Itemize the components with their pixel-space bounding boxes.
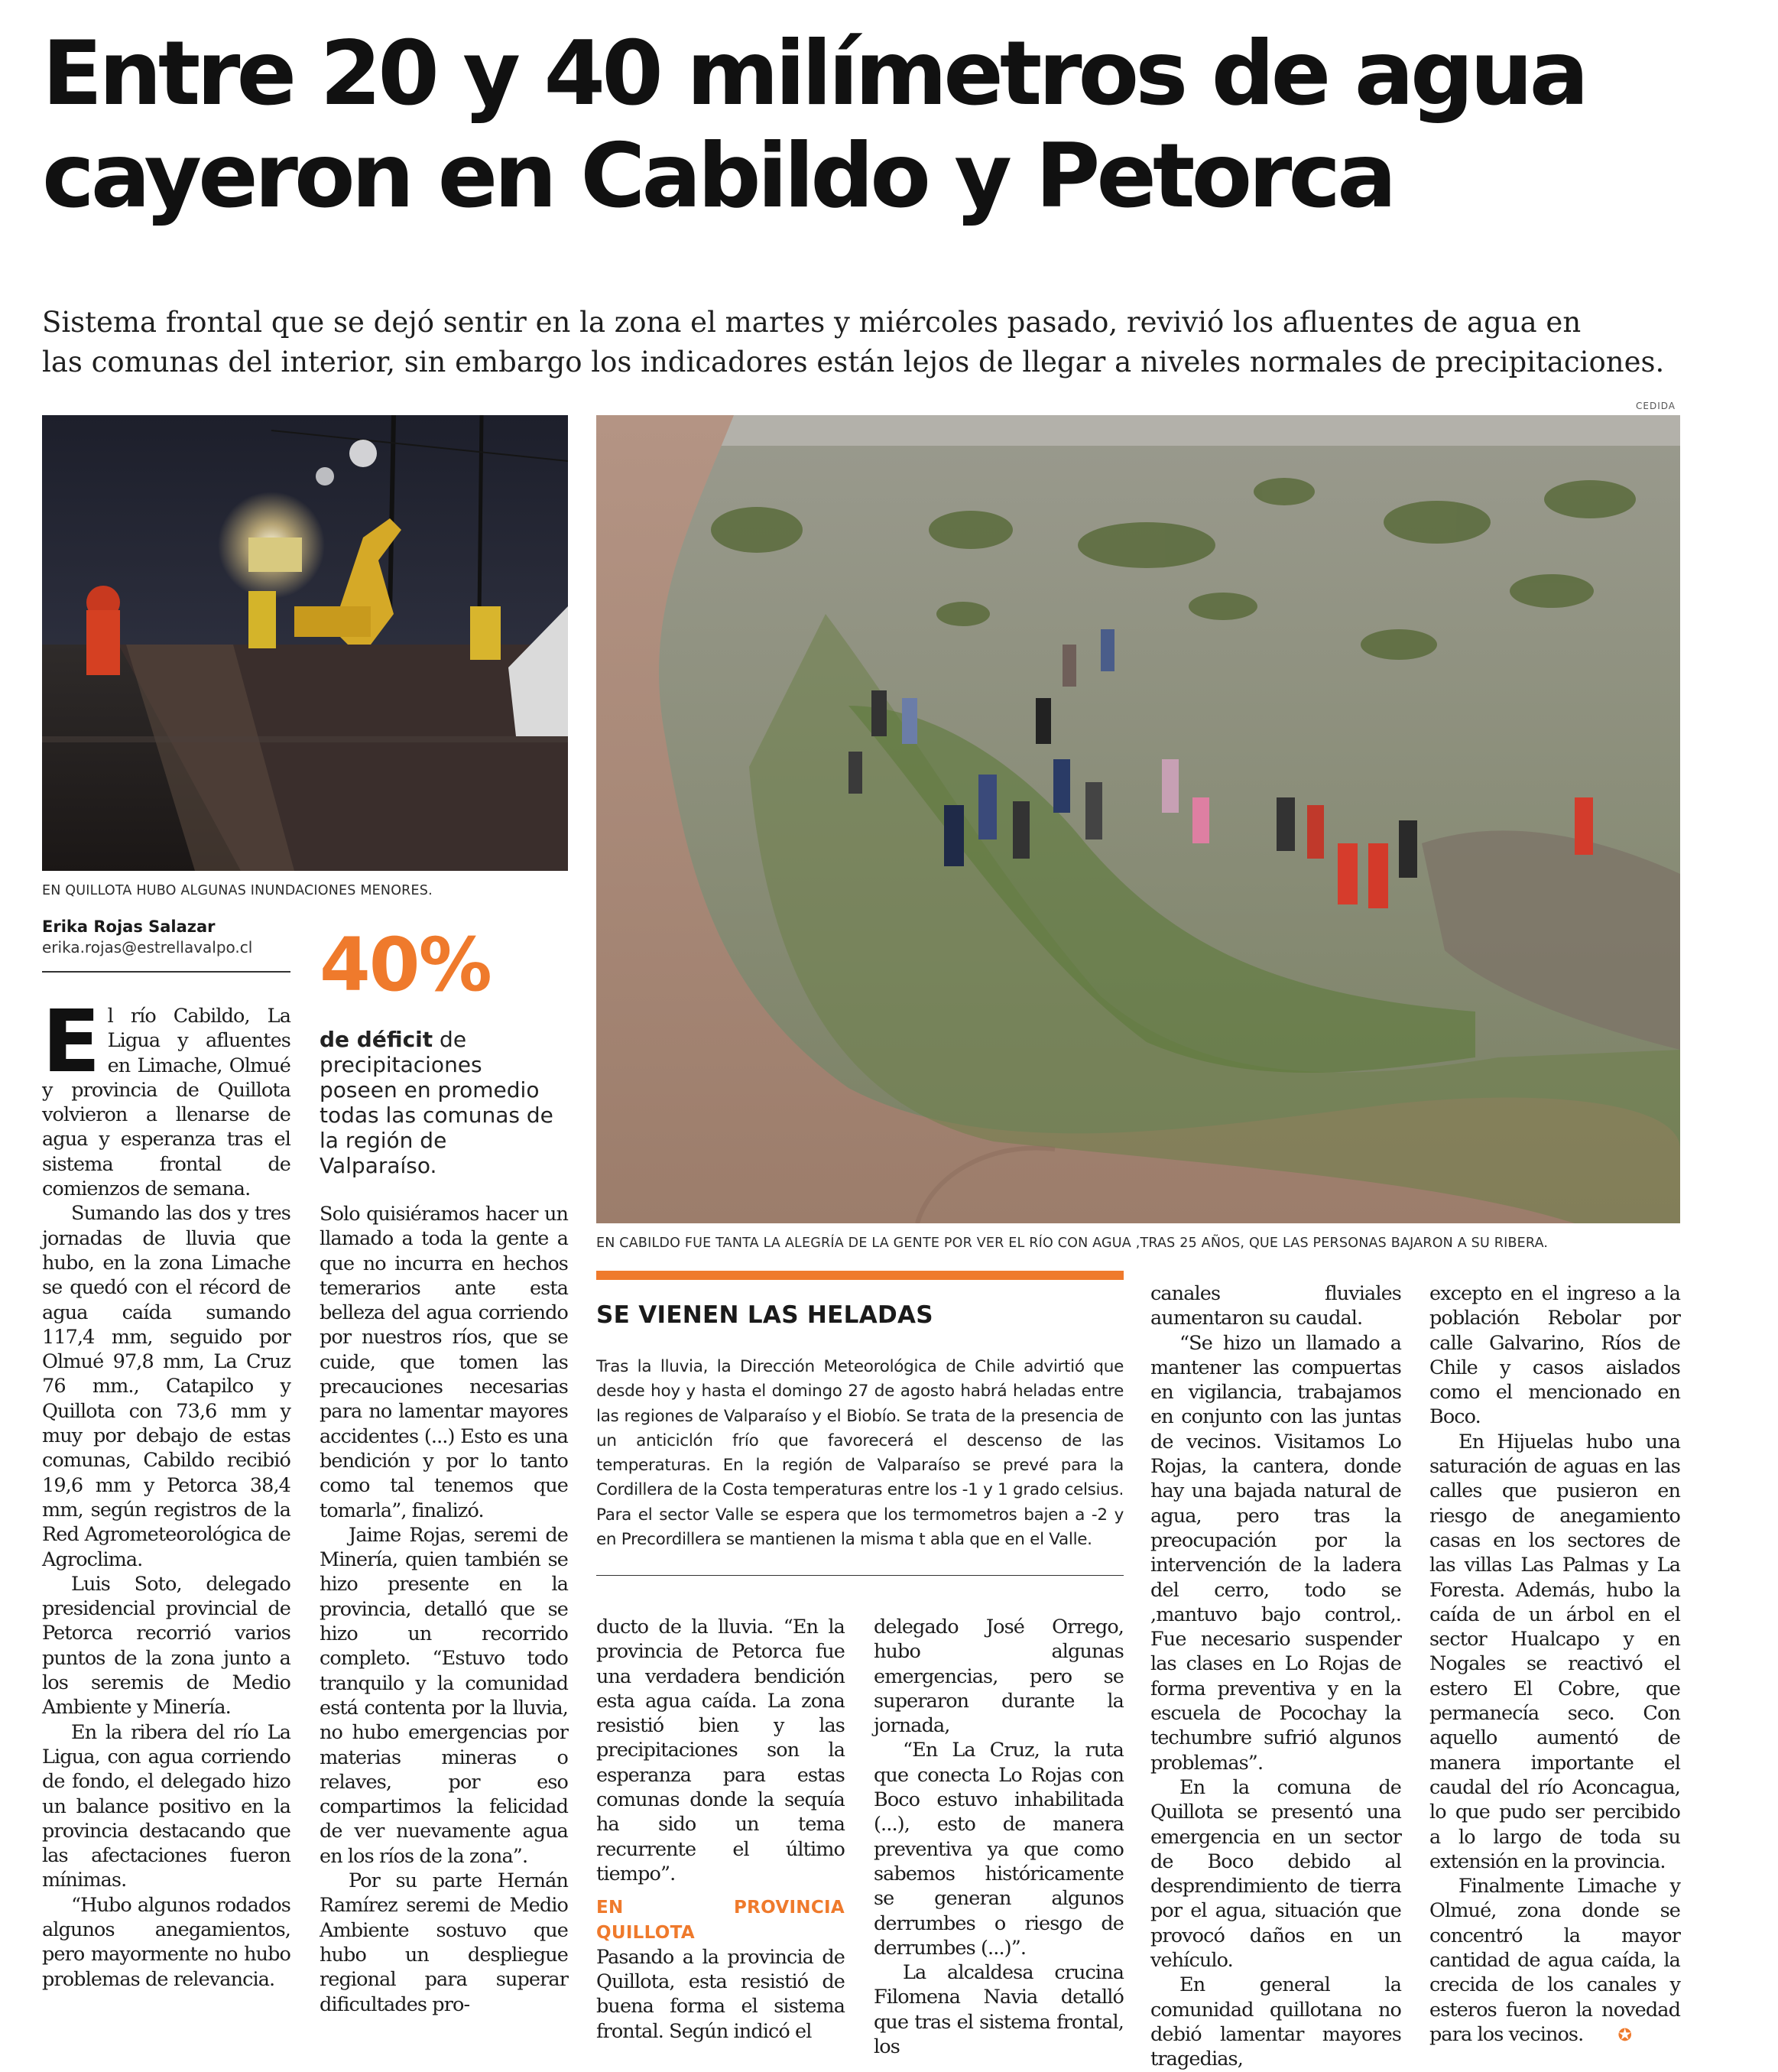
col4-p2: “En La Cruz, la ruta que conecta Lo Rojas con Boco estuvo inhabilitada (...), esto de manera preventiva ya que como sabemos históricamente se generan algunos derrumbes o riesgo de derrumbes (...)”. [874,1739,1124,1960]
col6-p1: excepto en el ingreso a la población Rebolar por calle Galvarino, Ríos de Chile y casos aislados como el mencionado en Boco. [1429,1282,1680,1429]
stat-text [320,1027,558,1178]
headline-line-2: cayeron en Cabildo y Petorca [42,125,1394,228]
col3-p1: ducto de la lluvia. “En la provincia de Petorca fue una verdadera bendición esta agua caída. La zona resistió bien y las precipitaciones son la esperanza para estas comunas donde la sequía ha sido un tema recurrente el último tiempo”. [596,1616,845,1885]
col1-p5: “Hubo algunos rodados algunos anegamientos, pero mayormente no hubo problemas de relevancia. [42,1893,290,1991]
body-column-6 [1429,1281,1680,2048]
photo-cabildo-river [596,415,1680,1223]
box-bottom-rule [596,1575,1124,1576]
col2-p3: Por su parte Hernán Ramírez seremi de Medio Ambiente sostuvo que hubo un despliegue regional para superar dificultades pro- [320,1869,568,2016]
box-accent-bar [596,1271,1124,1280]
col5-p4: En general la comunidad quillotana no debió lamentar mayores tragedias, [1150,1973,1401,2071]
headline-line-1: Entre 20 y 40 milímetros de agua [42,22,1585,125]
body-column-1 [42,992,290,1992]
box-title: SE VIENEN LAS HELADAS [596,1301,933,1329]
col4-p1: delegado José Orrego, hubo algunas emergencias, pero se superaron durante la jornada, [874,1616,1124,1738]
col2-p1: Solo quisiéramos hacer un llamado a toda la gente a que no incurra en hechos temerarios ante esta belleza del agua corriendo por nuestros ríos, que se cuide, que tomen las precauciones necesarias para no lamentar mayores accidentes (...) Esto es una bendición y por lo tanto como tal tenemos que tomarla”, finalizó. [320,1203,568,1522]
col5-p1: canales fluviales aumentaron su caudal. [1150,1282,1401,1330]
col2-p2: Jaime Rojas, seremi de Minería, quien también se hizo presente en la provincia, detalló que se hizo un recorrido completo. “Estuvo todo tranquilo y la comunidad está contenta por la lluvia, no hubo emergencias por materias mineras o relaves, por eso compartimos la felicidad de ver nuevamente agua en los ríos de la zona”. [320,1523,568,1868]
body-column-5 [1150,1281,1401,2072]
col5-p2: “Se hizo un llamado a mantener las compuertas en vigilancia, trabajamos en conjunto con las juntas de vecinos. Visitamos Lo Rojas, la cantera, donde hay una bajada natural de agua, pero tras la preocupación por la intervención de la ladera del cerro, todo se ,mantuvo bajo control,. Fue necesario suspender las clases en Lo Rojas de forma preventiva y en la escuela de Pocochay la techumbre sufrió algunos problemas”. [1150,1331,1401,1775]
stat-rest: de precipitaciones poseen en promedio todas las comunas de la región de Valparaíso. [320,1027,553,1178]
col4-p3: La alcaldesa crucina Filomena Navia detalló que tras el sistema frontal, los [874,1961,1124,2059]
col3-p2: Pasando a la provincia de Quillota, esta resistió de buena forma el sistema frontal. Según indicó el [596,1945,845,2043]
subhead-quillota: EN PROVINCIA QUILLOTA [596,1898,845,1943]
col6-p2: En Hijuelas hubo una saturación de aguas en las calles que pusieron en riesgo de anegamiento casas en los sectores de las villas Las Palmas y La Foresta. Además, hubo la caída de un árbol en el sector Hualcapo y en Nogales se reactivó el estero El Cobre, que permanecía seco. Con aquello aumentó de manera importante el caudal del río Aconcagua, lo que pudo ser percibido a lo largo de toda su extensión en la provincia. [1429,1430,1680,1873]
col1-p3: Luis Soto, delegado presidencial provincial de Petorca recorrió varios puntos de la zona junto a los seremis de Medio Ambiente y Minería. [42,1572,290,1720]
end-mark-icon: ✪ [1617,2025,1632,2045]
stat-number: 40% [320,922,491,1008]
byline-rule [42,971,290,973]
col1-p4: En la ribera del río La Ligua, con agua corriendo de fondo, el delegado hizo un balance positivo en la provincia destacando que las afectaciones fueron mínimas. [42,1720,290,1892]
body-column-4 [874,1615,1124,2059]
deck-line-2: las comunas del interior, sin embargo los indicadores están lejos de llegar a niveles normales de precipitaciones. [42,346,1665,378]
deck [42,303,1747,382]
col1-p1: l río Cabildo, La Ligua y afluentes en Limache, Olmué y provincia de Quillota volvieron a llenarse de agua y esperanza tras el sistema frontal de comienzos de semana. [42,1005,290,1201]
stat-bold: de déficit [320,1027,433,1052]
box-text: Tras la lluvia, la Dirección Meteorológica de Chile advirtió que desde hoy y hasta el domingo 27 de agosto habrá heladas entre las regiones de Valparaíso y el Biobío. Se trata de la presencia de un anticiclón frío que favorecerá el descenso de las temperaturas. En la región de Valparaíso se prevé para la Cordillera de la Costa temperaturas entre los -1 y 1 grado celsius. Para el sector Valle se espera que los termometros bajen a -2 y en Precordillera se mantienen la misma t abla que en el Valle. [596,1357,1124,1550]
headline [42,23,1747,228]
photo2-caption: EN CABILDO FUE TANTA LA ALEGRÍA DE LA GENTE POR VER EL RÍO CON AGUA ,TRAS 25 AÑOS, QUE LAS PERSONAS BAJARON A SU RIBERA. [596,1236,1549,1251]
byline-email[interactable]: erika.rojas@estrellavalpo.cl [42,938,253,956]
col6-p3: Finalmente Limache y Olmué, zona donde se concentró la mayor cantidad de agua caída, la crecida de los canales y esteros fueron la novedad para los vecinos. [1429,1875,1680,2046]
body-column-2 [320,1202,568,2017]
byline-name: Erika Rojas Salazar [42,917,216,936]
deck-line-1: Sistema frontal que se dejó sentir en la zona el martes y miércoles pasado, revivió los afluentes de agua en [42,306,1582,339]
photo2-credit: CEDIDA [1636,401,1676,411]
photo-quillota-flooding [42,415,568,871]
photo1-caption: EN QUILLOTA HUBO ALGUNAS INUNDACIONES MENORES. [42,883,433,898]
col1-p2: Sumando las dos y tres jornadas de lluvia que hubo, en la zona Limache se quedó con el récord de agua caída sumando 117,4 mm, seguido por Olmué 97,8 mm, La Cruz 76 mm., Catapilco y Quillota con 73,6 mm y muy por debajo de estas comunas, Cabildo recibió 19,6 mm y Petorca 38,4 mm, según registros de la Red Agrometeorológica de Agroclima. [42,1202,290,1571]
body-column-3 [596,1615,845,2044]
col5-p3: En la comuna de Quillota se presentó una emergencia en un sector de Boco debido al desprendimiento de tierra por el agua, situación que provocó daños en un vehículo. [1150,1775,1401,1973]
dropcap: E [42,992,100,1092]
